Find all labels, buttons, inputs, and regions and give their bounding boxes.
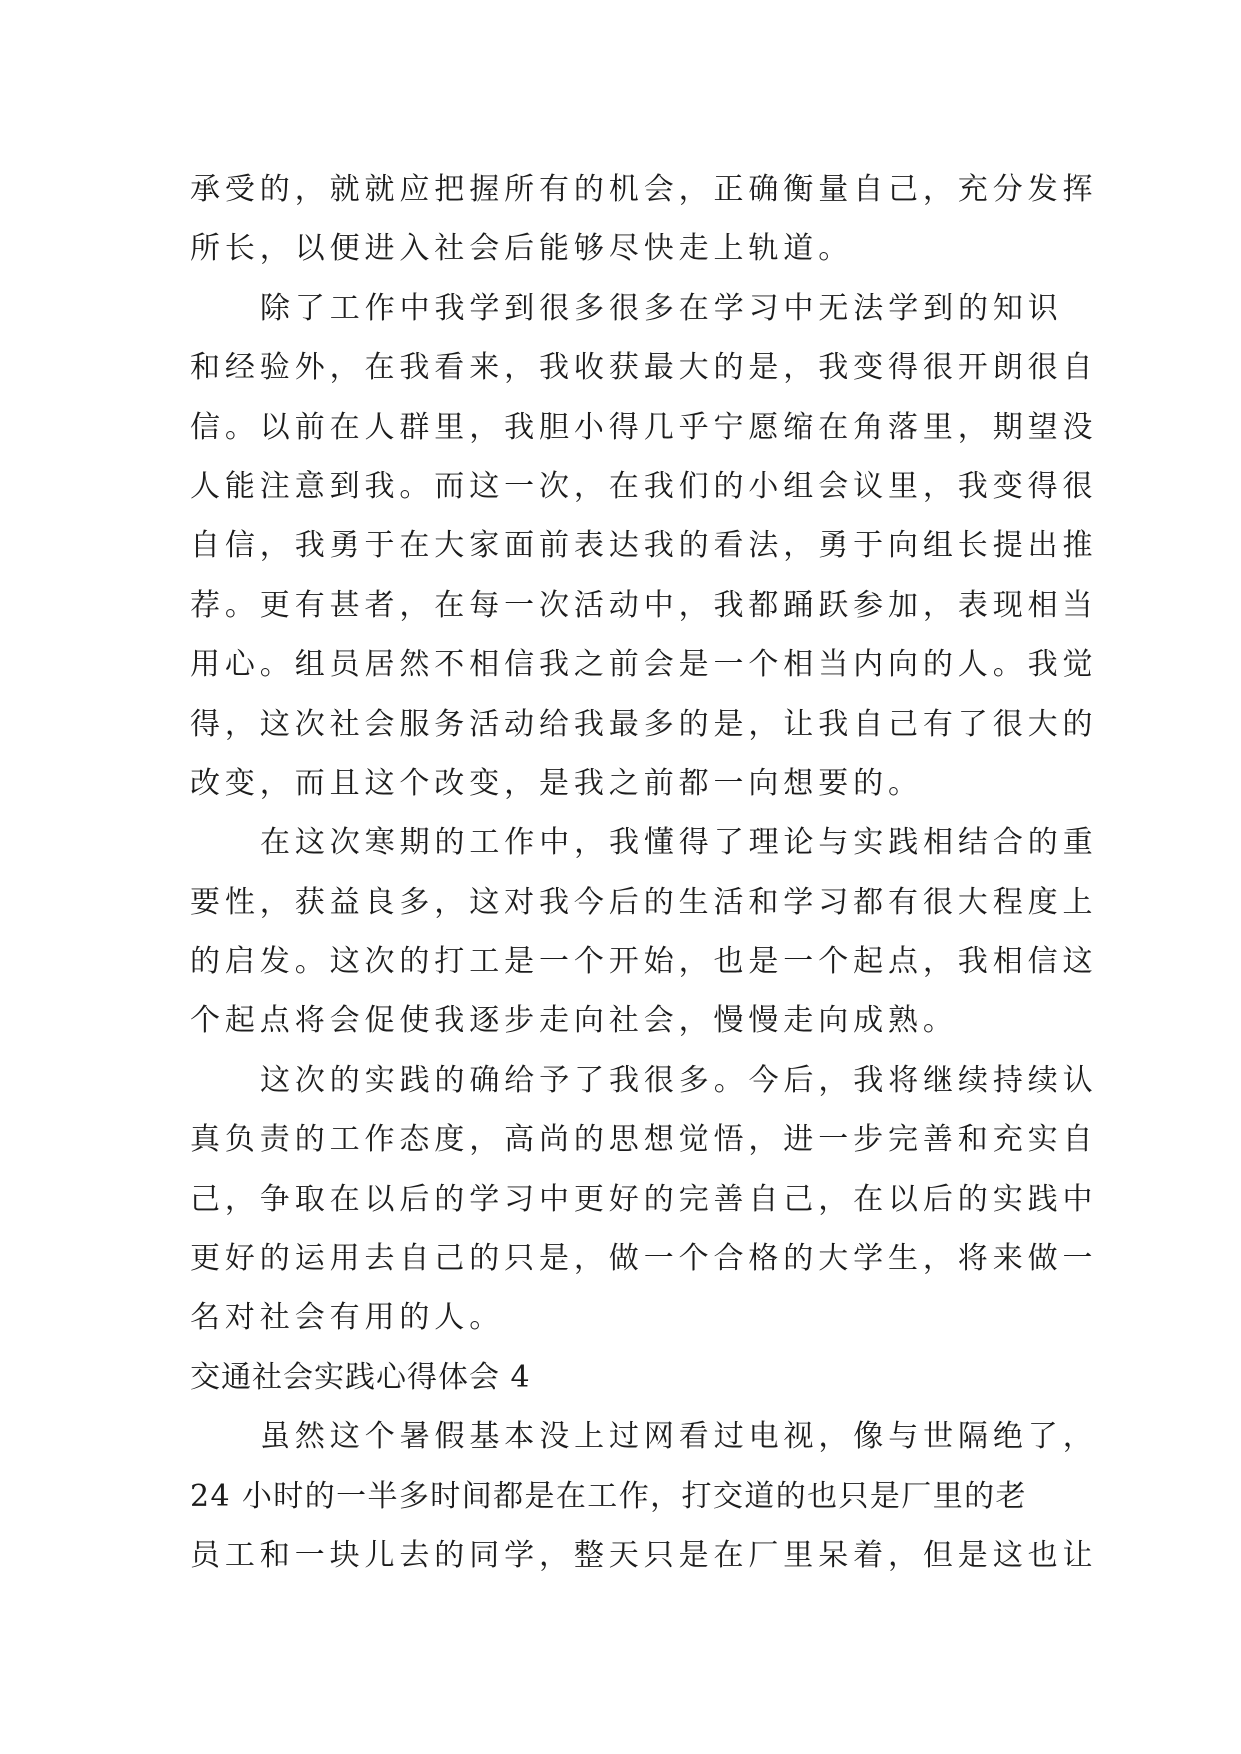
text-line: 员工和一块儿去的同学，整天只是在厂里呆着，但是这也让: [190, 1537, 1098, 1573]
text-line: 24 小时的一半多时间都是在工作，打交道的也只是厂里的老: [190, 1478, 1027, 1514]
paragraph-start: 在这次寒期的工作中，我懂得了理论与实践相结合的重: [260, 825, 1098, 861]
text-line: 改变，而且这个改变，是我之前都一向想要的。: [190, 765, 923, 801]
paragraph-start: 除了工作中我学到很多很多在学习中无法学到的知识: [260, 290, 1063, 326]
section-heading: 交通社会实践心得体会 4: [190, 1359, 531, 1395]
document-body: [190, 160, 1098, 1585]
paragraph-start: 这次的实践的确给予了我很多。今后，我将继续持续认: [260, 1062, 1098, 1098]
text-line: 和经验外，在我看来，我收获最大的是，我变得很开朗很自: [190, 350, 1098, 386]
text-line: 自信，我勇于在大家面前表达我的看法，勇于向组长提出推: [190, 528, 1098, 564]
text-line: 承受的，就就应把握所有的机会，正确衡量自己，充分发挥: [190, 172, 1098, 207]
text-line: 要性，获益良多，这对我今后的生活和学习都有很大程度上: [190, 884, 1098, 920]
text-line: 人能注意到我。而这一次，在我们的小组会议里，我变得很: [190, 468, 1098, 504]
paragraph-start: 虽然这个暑假基本没上过网看过电视，像与世隔绝了，: [260, 1419, 1098, 1455]
text-line: 的启发。这次的打工是一个开始，也是一个起点，我相信这: [190, 944, 1098, 980]
text-line: 所长，以便进入社会后能够尽快走上轨道。: [190, 231, 854, 267]
text-line: 荐。更有甚者，在每一次活动中，我都踊跃参加，表现相当: [190, 587, 1098, 623]
text-line: 得，这次社会服务活动给我最多的是，让我自己有了很大的: [190, 706, 1098, 742]
text-line: 更好的运用去自己的只是，做一个合格的大学生，将来做一: [190, 1241, 1098, 1277]
text-line: 信。以前在人群里，我胆小得几乎宁愿缩在角落里，期望没: [190, 409, 1098, 445]
text-line: 真负责的工作态度，高尚的思想觉悟，进一步完善和充实自: [190, 1122, 1098, 1158]
text-line: 名对社会有用的人。: [190, 1300, 505, 1336]
text-line: 个起点将会促使我逐步走向社会，慢慢走向成熟。: [190, 1003, 958, 1039]
text-line: 己，争取在以后的学习中更好的完善自己，在以后的实践中: [190, 1181, 1098, 1217]
text-line: 用心。组员居然不相信我之前会是一个相当内向的人。我觉: [190, 647, 1098, 683]
